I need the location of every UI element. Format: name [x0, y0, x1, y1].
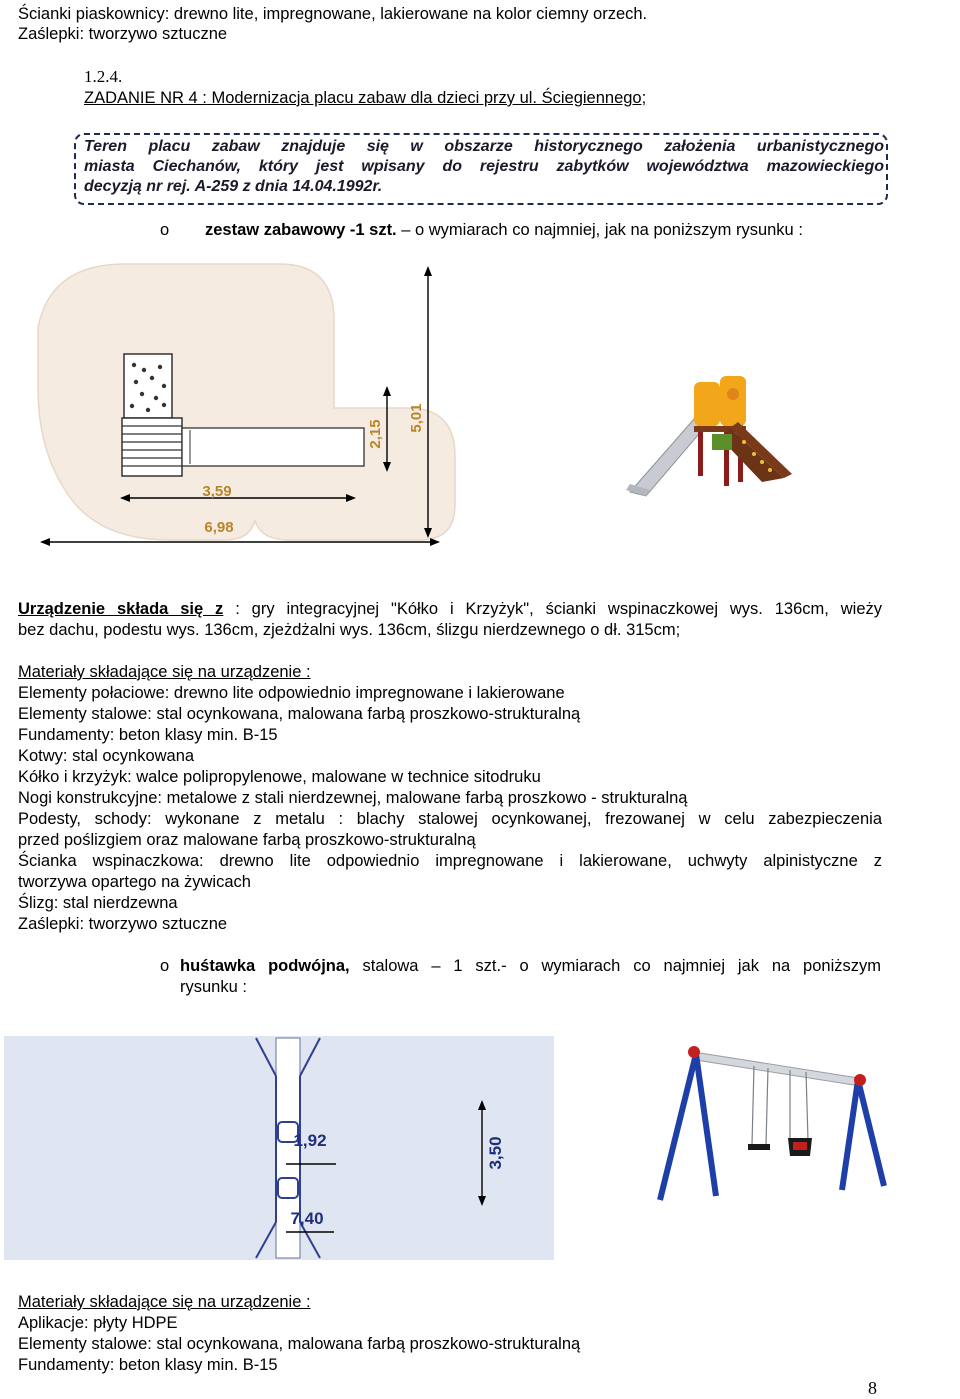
materials-line: Elementy stalowe: stal ocynkowana, malowana farbą proszkowo-strukturalną [18, 1335, 581, 1353]
materials-section [18, 1292, 882, 1376]
frame-cap [688, 1046, 700, 1058]
swing-frame-leg [696, 1054, 716, 1196]
playset-illustration [612, 362, 802, 502]
item-line [180, 956, 881, 977]
slide [182, 428, 364, 466]
item-desc: – o wymiarach co najmniej, jak na poniższym rysunku : [396, 221, 803, 239]
bullet: o [160, 957, 170, 975]
materials-heading: Materiały składające się na urządzenie : [18, 663, 311, 681]
callout-line: decyzją nr rej. A-259 z dnia 14.04.1992r. [84, 178, 383, 195]
item-name: zestaw zabawowy -1 szt. [205, 221, 397, 239]
tower-ornament [727, 388, 739, 400]
swing-chains [752, 1066, 808, 1144]
composition-line: bez dachu, podestu wys. 136cm, zjeżdżalni wys. 136cm, ślizgu nierdzewnego o dł. 315cm; [18, 621, 681, 639]
text-line: Ścianki piaskownicy: drewno lite, impregnowane, lakierowane na kolor ciemny orzech. [18, 5, 648, 23]
materials-line: Fundamenty: beton klasy min. B-15 [18, 726, 278, 744]
item-line: rysunku : [180, 978, 247, 996]
item-desc: stalowa – 1 szt.- o wymiarach co najmniej jak na poniższym [349, 957, 881, 975]
dim-label: 6,98 [204, 519, 234, 536]
dim-label: 3,59 [202, 483, 232, 500]
swing-plan-drawing [4, 1036, 556, 1262]
bullet: o [160, 221, 170, 239]
item-name: huśtawka podwójna, [180, 957, 350, 975]
composition-text: : gry integracyjnej "Kółko i Krzyżyk", ścianki wspinaczkowej wys. 136cm, wieży [223, 600, 882, 618]
materials-heading: Materiały składające się na urządzenie : [18, 1293, 311, 1311]
section-title [84, 88, 646, 109]
dim-label: 2,15 [367, 419, 384, 449]
item-heading [205, 220, 803, 241]
composition-line [18, 599, 882, 620]
callout-line: Teren placu zabaw znajduje się w obszarze historycznego założenia urbanistycznego [84, 138, 884, 155]
text-line: Zaślepki: tworzywo sztuczne [18, 25, 228, 43]
materials-line: Zaślepki: tworzywo sztuczne [18, 915, 228, 933]
section-title-rest: Modernizacja placu zabaw dla dzieci przy ul. Ściegiennego; [206, 89, 647, 107]
platform [122, 418, 182, 476]
swing-seat [278, 1178, 298, 1198]
tower-panel [720, 376, 746, 426]
materials-line: Elementy połaciowe: drewno lite odpowiednio impregnowane i lakierowane [18, 684, 565, 702]
section-number: 1.2.4. [84, 67, 123, 86]
swing-frame-leg [660, 1054, 696, 1200]
game-panel [712, 434, 732, 450]
item-heading [180, 956, 881, 998]
materials-line: Nogi konstrukcyjne: metalowe z stali nierdzewnej, malowane farbą proszkowo - strukturalną [18, 789, 688, 807]
materials-line: Fundamenty: beton klasy min. B-15 [18, 1356, 278, 1374]
materials-line: Kółko i krzyżyk: walce polipropylenowe, malowane w technice sitodruku [18, 768, 541, 786]
materials-line: Aplikacje: płyty HDPE [18, 1314, 178, 1332]
frame-cap [854, 1074, 866, 1086]
tower-panel [694, 382, 720, 426]
section-title-bold: ZADANIE NR 4 : [84, 89, 207, 107]
swing-seat-flat [748, 1144, 770, 1150]
materials-line: tworzywa opartego na żywicach [18, 873, 251, 891]
callout-line: miasta Ciechanów, który jest wpisany do rejestru zabytków województwa mazowieckiego [84, 158, 884, 175]
materials-line: Elementy stalowe: stal ocynkowana, malowana farbą proszkowo-strukturalną [18, 705, 581, 723]
materials-line: Ścianka wspinaczkowa: drewno lite odpowiednio impregnowane i lakierowane, uchwyty alpinistyczne z [18, 852, 882, 870]
materials-line: Podesty, schody: wykonane z metalu : blachy stalowej ocynkowanej, frezowanej w celu zabezpieczenia [18, 810, 882, 828]
composition-paragraph [18, 599, 882, 641]
materials-section [18, 662, 882, 935]
swing-frame-leg [842, 1080, 858, 1190]
cradle-detail [793, 1142, 807, 1150]
composition-label: Urządzenie składa się z [18, 600, 224, 618]
dim-label: 7,40 [290, 1209, 324, 1228]
heritage-callout-text [84, 137, 884, 197]
page-number: 8 [868, 1378, 877, 1398]
playset-plan-drawing [30, 258, 470, 564]
dim-label: 3,50 [486, 1136, 505, 1170]
swing-illustration [650, 1040, 890, 1205]
materials-line: Ślizg: stal nierdzewna [18, 894, 178, 912]
dim-label: 5,01 [408, 403, 425, 433]
dim-label: 1,92 [293, 1131, 327, 1150]
swing-top-beam [694, 1052, 860, 1086]
swing-frame-leg [858, 1080, 884, 1186]
materials-line: przed poślizgiem oraz malowane farbą proszkowo-strukturalną [18, 831, 476, 849]
materials-line: Kotwy: stal ocynkowana [18, 747, 195, 765]
